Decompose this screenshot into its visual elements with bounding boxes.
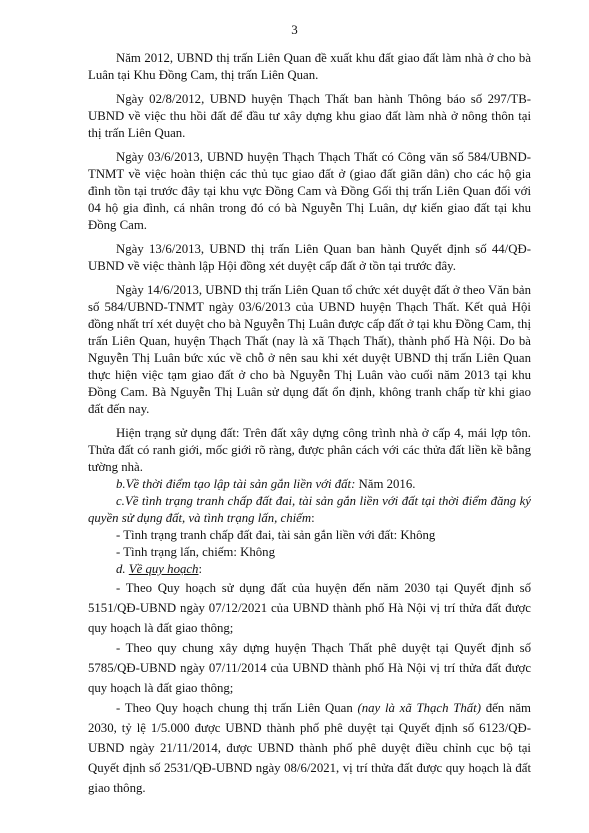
document-body <box>88 50 531 798</box>
section-c-label: c.Về tình trạng tranh chấp đất đai, tài sản gắn liền với đất tại thời điểm đăng ký quyền sử dụng đất, và tình trạng lấn, chiếm <box>88 494 531 525</box>
section-c-suffix: : <box>311 511 315 525</box>
paragraph-5: Ngày 14/6/2013, UBND thị trấn Liên Quan tổ chức xét duyệt đất ở theo Văn bản số 584/UBND-TNMT ngày 03/6/2013 của UBND huyện Thạch Thất. Kết quả Hội đồng nhất trí xét duyệt cho bà Nguyễn Thị Luân được cấp đất ở tại khu Đồng Cam, thị trấn Liên Quan, huyện Thạch Thất (nay là xã Thạch Thất), thành phố Hà Nội. Do bà Nguyễn Thị Luân bức xúc về chỗ ở nên sau khi xét duyệt UBND thị trấn Liên Quan thực hiện việc tạm giao đất ở cho bà Nguyễn Thị Luân vào cuối năm 2013 tại khu Đồng Cam. Bà Nguyễn Thị Luân sử dụng đất ổn định, không tranh chấp từ khi giao đất đến nay. <box>88 283 531 416</box>
page-number: 3 <box>291 22 298 37</box>
paragraph-6: Hiện trạng sử dụng đất: Trên đất xây dựng công trình nhà ở cấp 4, mái lợp tôn. Thửa đất có ranh giới, mốc giới rõ ràng, được phân cách với các thửa đất liền kề bằng tường nhà. <box>88 426 531 474</box>
paragraph-1: Năm 2012, UBND thị trấn Liên Quan đề xuất khu đất giao đất làm nhà ở cho bà Luân tại Khu Đồng Cam, thị trấn Liên Quan. <box>88 51 531 82</box>
section-d-label: Về quy hoạch <box>128 562 199 576</box>
paragraph-2: Ngày 02/8/2012, UBND huyện Thạch Thất ban hành Thông báo số 297/TB-UBND về việc thu hồi đất để đầu tư xây dựng khu giao đất làm nhà ở nông thôn tại thị trấn Liên Quan. <box>88 92 531 140</box>
section-d-item-3-italic: (nay là xã Thạch Thất) <box>357 701 481 715</box>
section-d-item-3-end: đến năm 2030, tỷ lệ 1/5.000 được UBND thành phố phê duyệt tại Quyết định số 6123/QĐ-UBND ngày 21/11/2014, được UBND thành phố phê duyệt điều chỉnh cục bộ tại Quyết định số 2531/QĐ-UBND ngày 08/6/2021, vị trí thửa đất được quy hoạch là đất giao thông. <box>88 701 531 795</box>
section-c-item-1: - Tình trạng tranh chấp đất đai, tài sản gắn liền với đất: Không <box>116 528 436 542</box>
section-c <box>88 493 531 527</box>
section-b-value: Năm 2016. <box>355 477 416 491</box>
section-d <box>88 561 531 578</box>
section-d-item-2: - Theo quy chung xây dựng huyện Thạch Thất phê duyệt tại Quyết định số 5785/QĐ-UBND ngày 07/11/2014 của UBND thành phố Hà Nội vị trí thửa đất được quy hoạch là đất giao thông; <box>88 641 531 695</box>
section-d-item-3-start: - Theo Quy hoạch chung thị trấn Liên Quan <box>116 701 358 715</box>
section-d-prefix: d. <box>116 562 129 576</box>
paragraph-3: Ngày 03/6/2013, UBND huyện Thạch Thạch Thất có Công văn số 584/UBND-TNMT về việc hoàn thiện các thủ tục giao đất ở (giao đất giãn dân) cho các hộ gia đình tồn tại trước đây tại khu vực Đồng Cam và Đồng Gối thị trấn Liên Quan đối với 04 hộ gia đình, cá nhân trong đó có bà Nguyễn Thị Luân, dự kiến giao đất tại khu Đồng Cam. <box>88 150 531 232</box>
section-d-item-1: - Theo Quy hoạch sử dụng đất của huyện đến năm 2030 tại Quyết định số 5151/QĐ-UBND ngày 07/12/2021 của UBND thành phố Hà Nội vị trí thửa đất được quy hoạch là đất giao thông; <box>88 581 531 635</box>
paragraph-4: Ngày 13/6/2013, UBND thị trấn Liên Quan ban hành Quyết định số 44/QĐ-UBND về việc thành lập Hội đồng xét duyệt cấp đất ở tồn tại trước đây. <box>88 242 531 273</box>
section-d-suffix: : <box>198 562 203 576</box>
section-b <box>88 476 531 493</box>
section-b-label: b.Về thời điểm tạo lập tài sản gắn liền với đất: <box>116 477 356 491</box>
section-c-item-2: - Tình trạng lấn, chiếm: Không <box>116 545 275 559</box>
section-d-item-3 <box>88 698 531 798</box>
